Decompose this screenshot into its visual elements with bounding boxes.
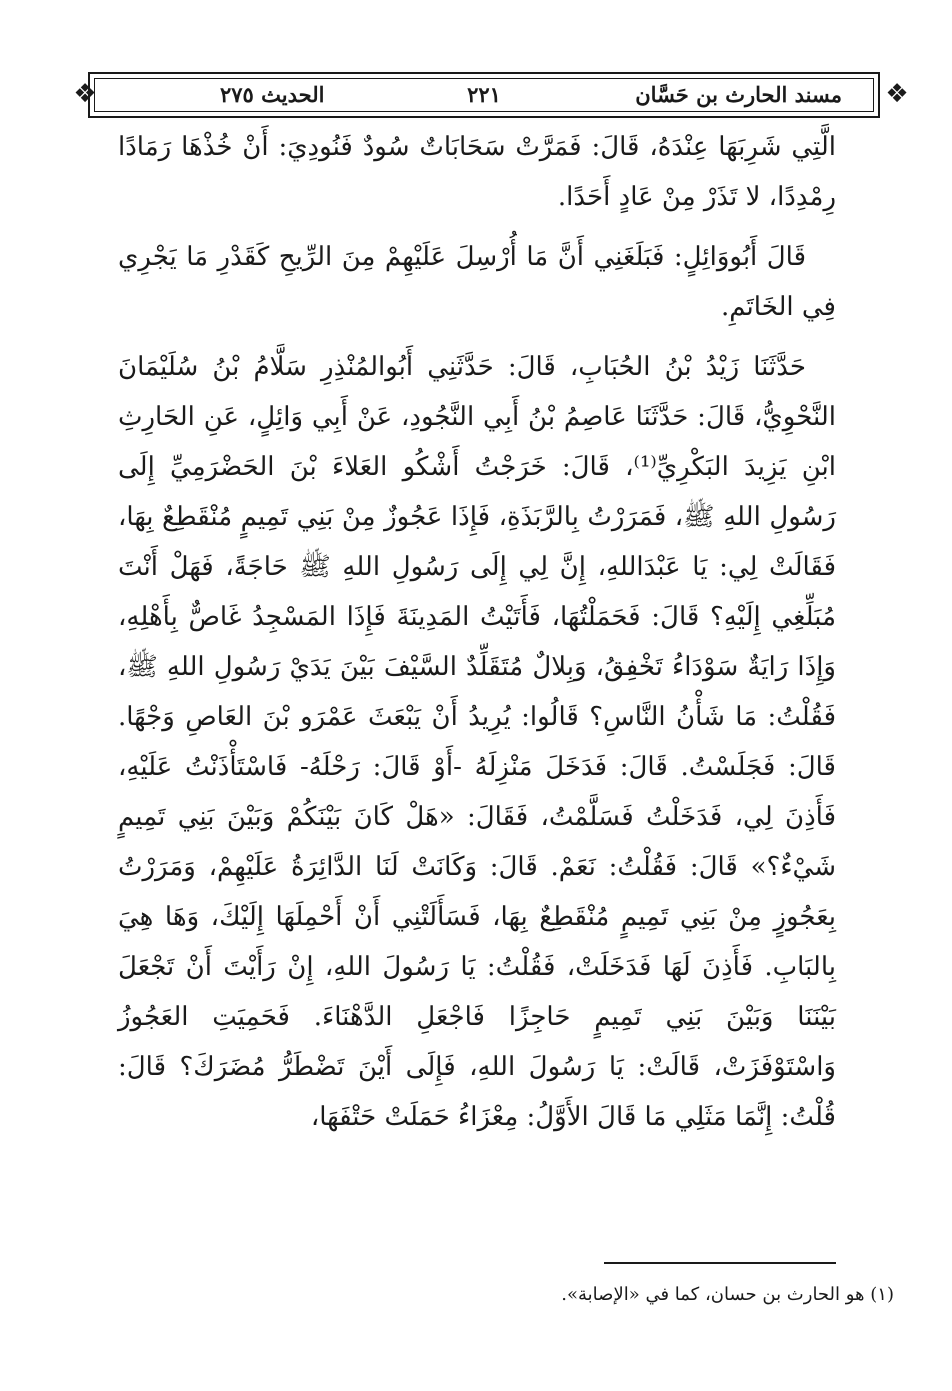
- footnote: (١) هو الحارث بن حسان، كما في «الإصابة».: [561, 1284, 894, 1305]
- book-title: مسند الحارث بن حَسَّان: [635, 82, 842, 107]
- footnote-divider: [604, 1262, 836, 1264]
- paragraph: الَّتِي شَرِبَهَا عِنْدَهُ، قَالَ: فَمَرَّتْ سَحَابَاتٌ سُودٌ فَنُودِيَ: أَنْ خُذْهَا رَمَادًا رِمْدِدًا، لا تَذَرْ مِنْ عَادٍ أَحَدًا.: [118, 132, 836, 212]
- main-text: [118, 122, 836, 1142]
- paragraph: قَالَ أَبُووَائِلٍ: فَبَلَغَنِي أَنَّ مَا أُرْسِلَ عَلَيْهِمْ مِنَ الرِّيحِ كَقَدْرِ مَا يَجْرِي فِي الخَاتَمِ.: [118, 242, 836, 322]
- page-number: ٢٢١: [467, 82, 501, 107]
- paragraph: حَدَّثَنَا زَيْدُ بْنُ الحُبَابِ، قَالَ: حَدَّثَنِي أَبُوالمُنْذِرِ سَلَّامُ بْنُ سُلَيْمَانَ النَّحْوِيُّ، قَالَ: حَدَّثَنَا عَاصِمُ بْنُ أَبِي النَّجُودِ، عَنْ أَبِي وَائِلٍ، عَنِ الحَارِثِ ابْنِ يَزِيدَ البَكْرِيِّ⁽¹⁾، قَالَ: خَرَجْتُ أَشْكُو العَلاءَ بْنَ الحَضْرَمِيِّ إِلَى رَسُولِ اللهِ ﷺ، فَمَرَرْتُ بِالرَّبَذَةِ، فَإِذَا عَجُوزٌ مِنْ بَنِي تَمِيمٍ مُنْقَطِعٌ بِهَا، فَقَالَتْ لِي: يَا عَبْدَاللهِ، إِنَّ لِي إِلَى رَسُولِ اللهِ ﷺ حَاجَةً، فَهَلْ أَنْتَ مُبَلِّغِي إِلَيْهِ؟ قَالَ: فَحَمَلْتُهَا، فَأَتَيْتُ المَدِينَةَ فَإِذَا المَسْجِدُ غَاصٌّ بِأَهْلِهِ، وَإِذَا رَايَةٌ سَوْدَاءُ تَخْفِقُ، وَبِلالٌ مُتَقَلِّدٌ السَّيْفَ بَيْنَ يَدَيْ رَسُولِ اللهِ ﷺ، فَقُلْتُ: مَا شَأْنُ النَّاسِ؟ قَالُوا: يُرِيدُ أَنْ يَبْعَثَ عَمْرَو بْنَ العَاصِ وَجْهًا. قَالَ: فَجَلَسْتُ. قَالَ: فَدَخَلَ مَنْزِلَهُ -أَوْ قَالَ: رَحْلَهُ- فَاسْتَأْذَنْتُ عَلَيْهِ، فَأَذِنَ لِي، فَدَخَلْتُ فَسَلَّمْتُ، فَقَالَ: «هَلْ كَانَ بَيْنَكُمْ وَبَيْنَ بَنِي تَمِيمٍ شَيْءٌ؟» قَالَ: فَقُلْتُ: نَعَمْ. قَالَ: وَكَانَتْ لَنَا الدَّائِرَةُ عَلَيْهِمْ، وَمَرَرْتُ بِعَجُوزٍ مِنْ بَنِي تَمِيمٍ مُنْقَطِعٌ بِهَا، فَسَأَلَتْنِي أَنْ أَحْمِلَهَا إِلَيْكَ، وَهَا هِيَ بِالبَابِ. فَأَذِنَ لَهَا فَدَخَلَتْ، فَقُلْتُ: يَا رَسُولَ اللهِ، إِنْ رَأَيْتَ أَنْ تَجْعَلَ بَيْنَنَا وَبَيْنَ بَنِي تَمِيمٍ حَاجِزًا فَاجْعَلِ الدَّهْنَاءَ. فَحَمِيَتِ العَجُوزُ وَاسْتَوْفَزَتْ، قَالَتْ: يَا رَسُولَ اللهِ، فَإِلَى أَيْنَ تَضْطَرُّ مُضَرَكَ؟ قَالَ: قُلْتُ: إِنَّمَا مَثَلِي مَا قَالَ الأَوَّلُ: مِعْزَاءُ حَمَلَتْ حَتْفَهَا،: [118, 352, 836, 1132]
- header-ornament-right-icon: ❖: [885, 79, 909, 109]
- header-ornament-left-icon: ❖: [73, 79, 97, 109]
- hadith-number: الحديث ٢٧٥: [220, 82, 325, 107]
- running-header: [88, 72, 880, 118]
